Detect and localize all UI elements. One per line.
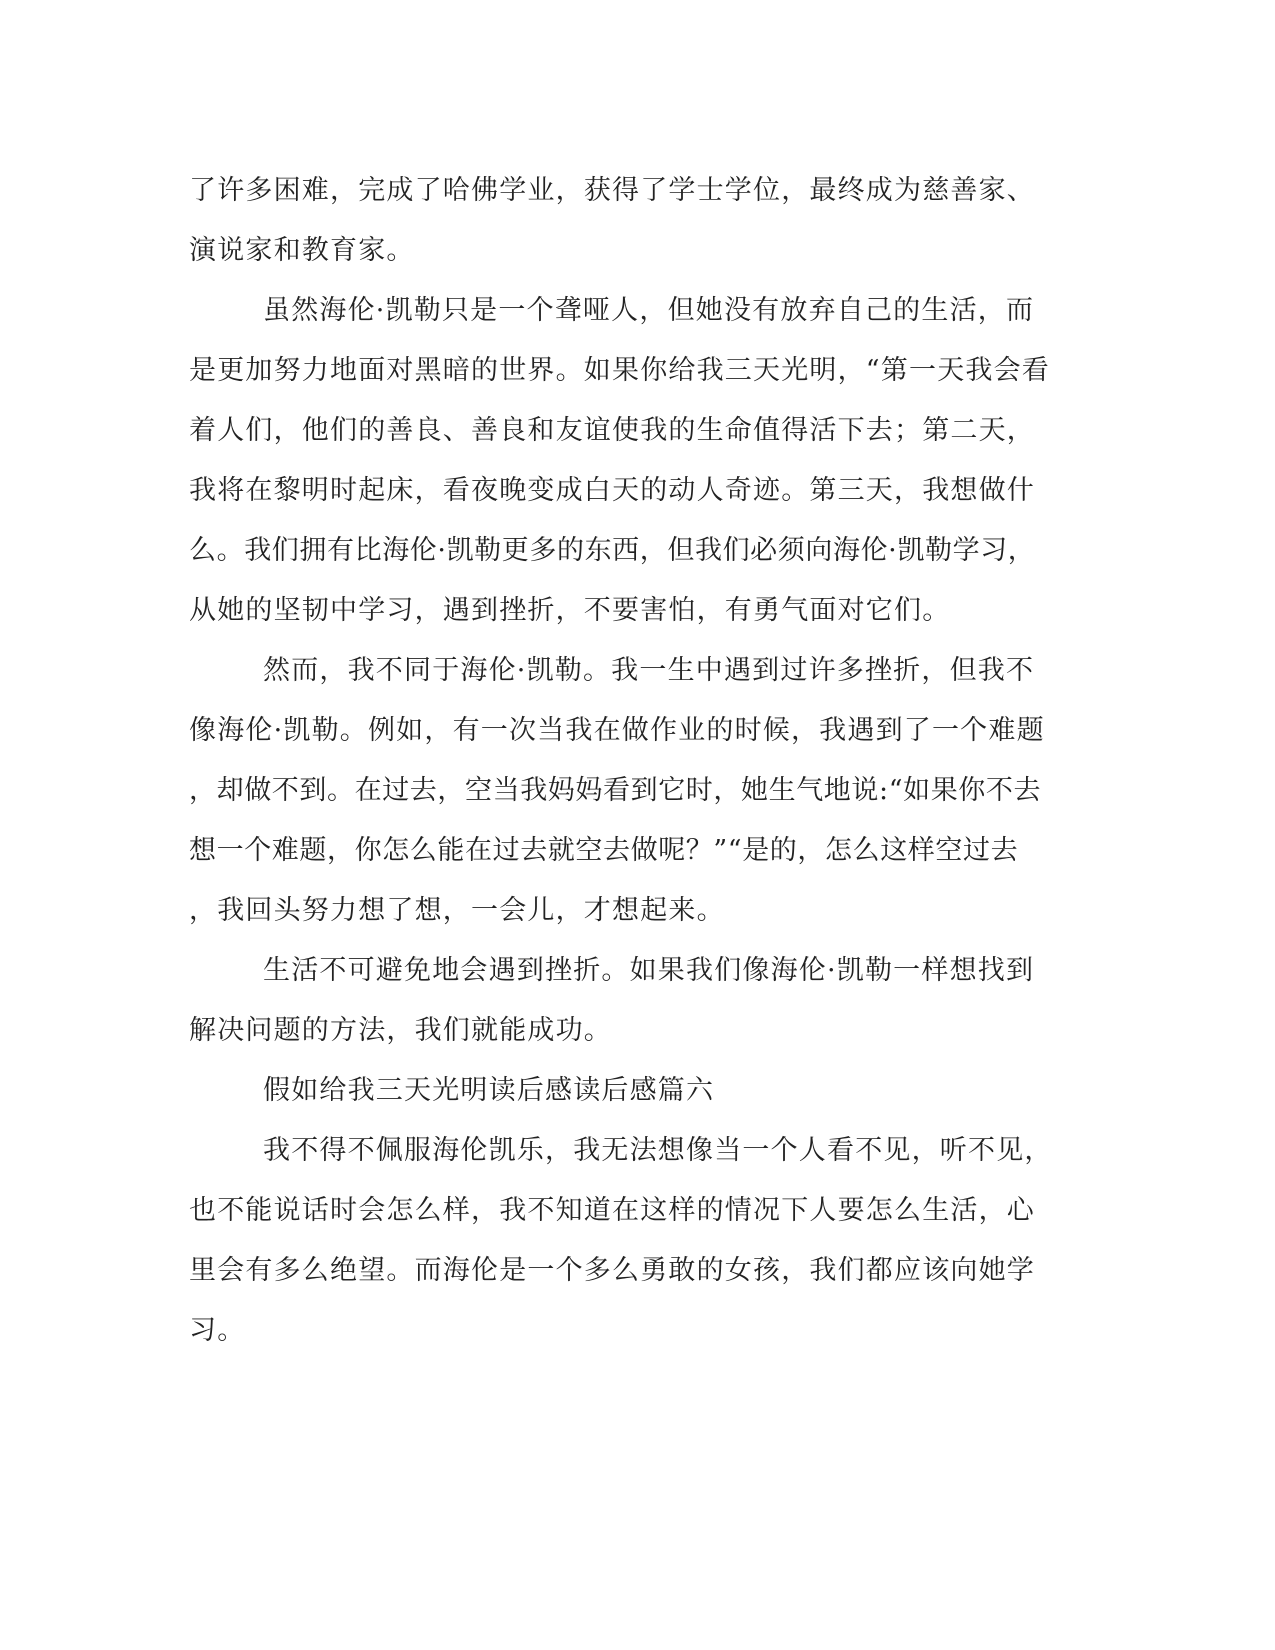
- text-line: 着人们，他们的善良、善良和友谊使我的生命值得活下去；第二天，: [189, 415, 1035, 446]
- text-line: 从她的坚韧中学习，遇到挫折，不要害怕，有勇气面对它们。: [189, 595, 951, 626]
- text-line: 像海伦·凯勒。例如，有一次当我在做作业的时候，我遇到了一个难题: [189, 715, 1045, 746]
- text-line: 演说家和教育家。: [189, 235, 415, 266]
- paragraph-start-line: 生活不可避免地会遇到挫折。如果我们像海伦·凯勒一样想找到: [263, 955, 1035, 986]
- text-line: 习。: [189, 1315, 246, 1346]
- text-line: 了许多困难，完成了哈佛学业，获得了学士学位，最终成为慈善家、: [189, 175, 1035, 206]
- text-line: ，却做不到。在过去，空当我妈妈看到它时，她生气地说:“如果你不去: [189, 775, 1042, 806]
- text-line: 是更加努力地面对黑暗的世界。如果你给我三天光明，“第一天我会看: [189, 355, 1051, 386]
- text-line: ，我回头努力想了想，一会儿，才想起来。: [189, 895, 725, 926]
- text-line: 里会有多么绝望。而海伦是一个多么勇敢的女孩，我们都应该向她学: [189, 1255, 1035, 1286]
- document-body: [189, 161, 1089, 1361]
- section-heading: 假如给我三天光明读后感读后感篇六: [263, 1075, 715, 1106]
- paragraph-start-line: 虽然海伦·凯勒只是一个聋哑人，但她没有放弃自己的生活，而: [263, 295, 1035, 326]
- text-line: 想一个难题，你怎么能在过去就空去做呢？”“是的，怎么这样空过去: [189, 835, 1019, 866]
- text-line: 也不能说话时会怎么样，我不知道在这样的情况下人要怎么生活，心: [189, 1195, 1035, 1226]
- paragraph-start-line: 然而，我不同于海伦·凯勒。我一生中遇到过许多挫折，但我不: [263, 655, 1035, 686]
- paragraph-start-line: 我不得不佩服海伦凯乐，我无法想像当一个人看不见，听不见，: [263, 1135, 1053, 1166]
- text-line: 么。我们拥有比海伦·凯勒更多的东西，但我们必须向海伦·凯勒学习，: [189, 535, 1036, 566]
- text-line: 我将在黎明时起床，看夜晚变成白天的动人奇迹。第三天，我想做什: [189, 475, 1035, 506]
- text-line: 解决问题的方法，我们就能成功。: [189, 1015, 612, 1046]
